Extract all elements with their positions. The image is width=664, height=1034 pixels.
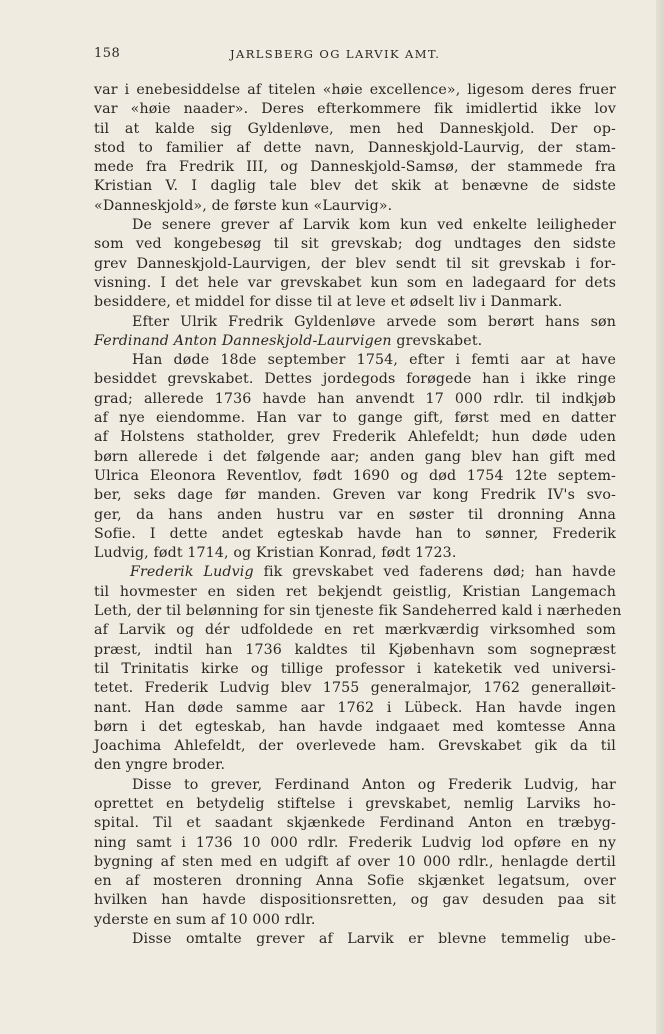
text-line: til at kalde sig Gyldenløve, men hed Danneskjold. Der op- (94, 120, 616, 137)
text-line: spital. Til et saadant skjænkede Ferdinand Anton en træbyg- (94, 815, 616, 832)
text-line: Disse to grever, Ferdinand Anton og Frederik Ludvig, har (132, 776, 616, 793)
text-line: Sofie. I dette andet egteskab havde han to sønner, Frederik (94, 525, 616, 542)
text-line: var «høie naader». Deres efterkommere fik imidlertid ikke lov (94, 101, 616, 118)
text-line: Kristian V. I daglig tale blev det skik at benævne de sidste (94, 178, 616, 195)
text-line: bygning af sten med en udgift af over 10 000 rdlr., henlagde dertil (94, 853, 616, 870)
text-line: af Holstens statholder, grev Frederik Ahlefeldt; hun døde uden (94, 429, 616, 446)
text-line: grev Danneskjold-Laurvigen, der blev sendt til sit grevskab i for- (94, 255, 616, 272)
text-line: ber, seks dage før manden. Greven var kong Fredrik IV's svo- (94, 487, 616, 504)
text-line: ning samt i 1736 10 000 rdlr. Frederik Ludvig lod opføre en ny (94, 834, 616, 851)
text-line: stod to familier af dette navn, Danneskjold-Laurvig, der stam- (94, 139, 616, 156)
text-line: børn allerede i det følgende aar; anden gang blev han gift med (94, 448, 616, 465)
text-line: den yngre broder. (94, 757, 226, 774)
text-line: oprettet en betydelig stiftelse i grevskabet, nemlig Larviks ho- (94, 795, 616, 812)
text-line: hvilken han havde dispositionsretten, og gav desuden paa sit (94, 892, 616, 909)
text-fragment: fik grevskabet ved faderens død; han havde (263, 564, 616, 581)
text-line: besiddet grevskabet. Dettes jordegods forøgede han i ikke ringe (94, 371, 616, 388)
text-line: tetet. Frederik Ludvig blev 1755 generalmajor, 1762 generalløit- (94, 680, 616, 697)
text-line: af Larvik og dér udfoldede en ret mærkværdig virksomhed som (94, 622, 616, 639)
text-line: Joachima Ahlefeldt, der overlevede ham. Grevskabet gik da til (94, 738, 616, 755)
text-line: yderste en sum af 10 000 rdlr. (94, 911, 316, 928)
text-line: Han døde 18de september 1754, efter i femti aar at have (132, 352, 616, 369)
text-line: Ulrica Eleonora Reventlov, født 1690 og død 1754 12te septem- (94, 467, 616, 484)
text-fragment: grevskabet. (396, 332, 483, 349)
text-line: mede fra Fredrik III, og Danneskjold-Samsø, der stammede fra (94, 159, 616, 176)
text-line: Leth, der til belønning for sin tjeneste fik Sandeherred kald i nærheden (94, 603, 622, 620)
text-line: til Trinitatis kirke og tillige professor i kateketik ved universi- (94, 660, 616, 677)
text-line-mixed (94, 332, 616, 351)
page-header (94, 46, 614, 66)
text-line: præst, indtil han 1736 kaldtes til Kjøbenhavn som sognepræst (94, 641, 616, 658)
text-line: af nye eiendomme. Han var to gange gift, først med en datter (94, 410, 616, 427)
italic-name: Ferdinand Anton Danneskjold-Laurvigen (94, 332, 392, 349)
text-line: til hovmester en siden ret bekjendt geistlig, Kristian Langemach (94, 583, 616, 600)
text-line-mixed (94, 563, 616, 582)
text-line: Disse omtalte grever af Larvik er blevne temmelig ube- (132, 931, 616, 948)
text-line: ger, da hans anden hustru var en søster til dronning Anna (94, 506, 616, 523)
text-line: en af mosteren dronning Anna Sofie skjænket legatsum, over (94, 873, 616, 890)
text-line: besiddere, et middel for disse til at leve et ødselt liv i Danmark. (94, 294, 563, 311)
text-line: nant. Han døde samme aar 1762 i Lübeck. Han havde ingen (94, 699, 616, 716)
text-line: grad; allerede 1736 havde han anvendt 17 000 rdlr. til indkjøb (94, 390, 616, 407)
text-line: Ludvig, født 1714, og Kristian Konrad, født 1723. (94, 545, 457, 562)
page-fold-shadow (656, 0, 664, 1034)
running-title: JARLSBERG OG LARVIK AMT. (230, 47, 441, 61)
page-number: 158 (94, 46, 121, 61)
italic-name: Frederik Ludvig (130, 564, 254, 581)
text-line: visning. I det hele var grevskabet kun som en ladegaard for dets (94, 274, 616, 291)
text-line: «Danneskjold», de første kun «Laurvig». (94, 197, 393, 214)
body-text (94, 81, 622, 949)
text-line: børn i det egteskab, han havde indgaaet med komtesse Anna (94, 718, 616, 735)
text-line: De senere grever af Larvik kom kun ved enkelte leiligheder (132, 217, 616, 234)
text-line: som ved kongebesøg til sit grevskab; dog undtages den sidste (94, 236, 616, 253)
text-line: Efter Ulrik Fredrik Gyldenløve arvede som berørt hans søn (132, 313, 616, 330)
text-line: var i enebesiddelse af titelen «høie excellence», ligesom deres fruer (94, 82, 616, 98)
